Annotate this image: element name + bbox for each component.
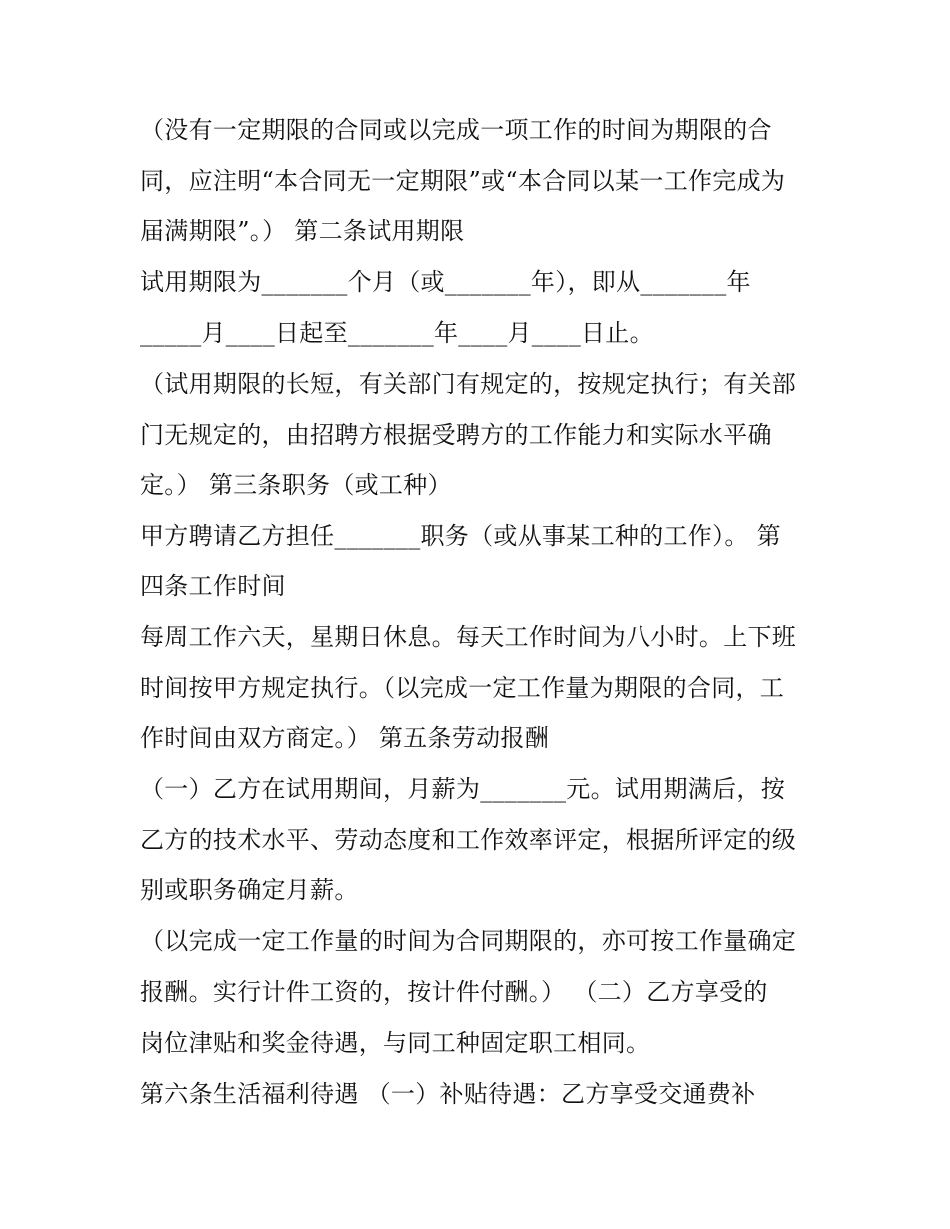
text-line: 别或职务确定月薪。 [140, 876, 359, 904]
text-line: 每周工作六天，星期日休息。每天工作时间为八小时。上下班 [140, 623, 797, 651]
text-line: 时间按甲方规定执行。（以完成一定工作量为期限的合同，工 [140, 674, 785, 702]
text-line: 报酬。实行计件工资的，按计件付酬。） （二）乙方享受的 [140, 978, 768, 1006]
text-line: _____月____日起至_______年____月____日止。 [140, 319, 654, 347]
text-line: 定。） 第三条职务（或工种） [140, 471, 452, 499]
text-line: （以完成一定工作量的时间为合同期限的，亦可按工作量确定 [140, 927, 797, 955]
text-line: 同，应注明“本合同无一定期限”或“本合同以某一工作完成为 [140, 167, 786, 195]
text-line: （没有一定期限的合同或以完成一项工作的时间为期限的合 [140, 116, 772, 144]
text-line: 岗位津贴和奖金待遇，与同工种固定职工相同。 [140, 1029, 651, 1057]
text-line: 试用期限为_______个月（或_______年），即从_______年 [140, 268, 751, 296]
text-line: 届满期限”。） 第二条试用期限 [140, 217, 465, 245]
text-line: 作时间由双方商定。） 第五条劳动报酬 [140, 724, 550, 752]
text-line: 乙方的技术水平、劳动态度和工作效率评定，根据所评定的级 [140, 826, 797, 854]
text-line: （试用期限的长短，有关部门有规定的，按规定执行；有关部 [140, 370, 797, 398]
text-line: 四条工作时间 [140, 572, 286, 600]
text-line: 门无规定的，由招聘方根据受聘方的工作能力和实际水平确 [140, 421, 772, 449]
text-line: 甲方聘请乙方担任_______职务（或从事某工种的工作）。 第 [140, 522, 781, 550]
text-line: 第六条生活福利待遇 （一）补贴待遇：乙方享受交通费补 [140, 1080, 756, 1108]
text-line: （一）乙方在试用期间，月薪为_______元。试用期满后，按 [140, 775, 785, 803]
